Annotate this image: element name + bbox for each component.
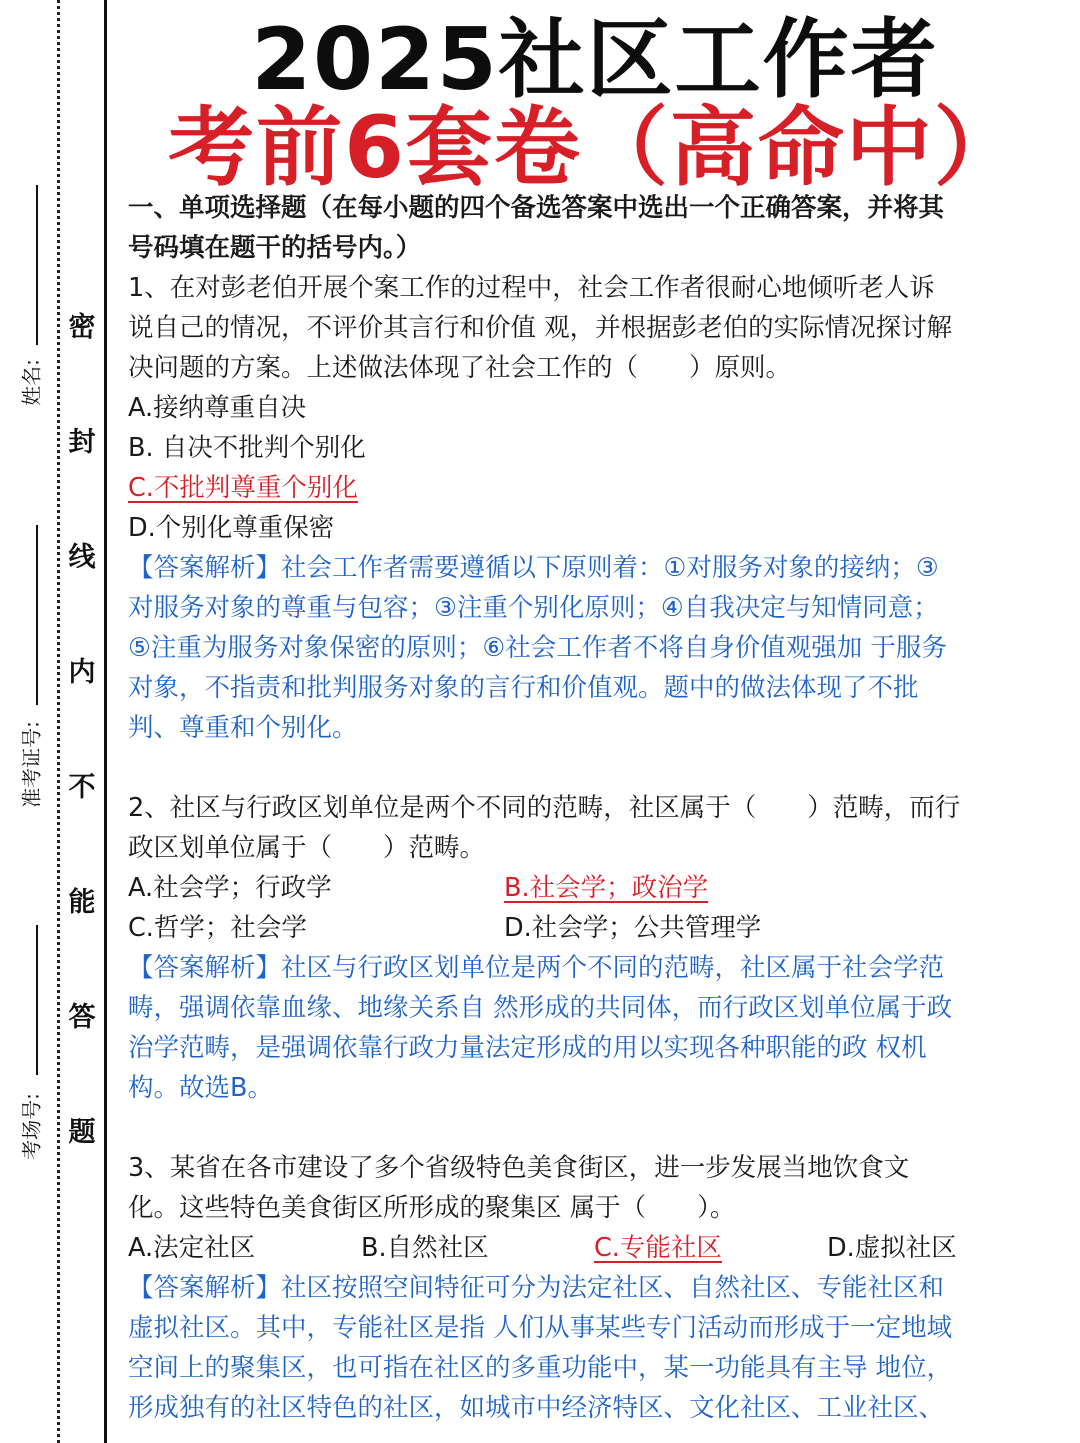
option-b: B. 自决不批判个别化 — [128, 433, 366, 463]
options-row — [128, 868, 1064, 908]
seal-char: 题 — [68, 1117, 96, 1148]
spacer — [128, 1108, 1064, 1148]
seal-char: 答 — [68, 1002, 96, 1033]
option-a: A.法定社区 — [128, 1233, 256, 1263]
seal-char: 不 — [68, 772, 96, 803]
answer-analysis: 【答案解析】社区按照空间特征可分为法定社区、自然社区、专能社区和 — [128, 1273, 945, 1303]
option-c-correct — [128, 468, 1064, 508]
question-stem: 政区划单位属于（ ）范畴。 — [128, 833, 486, 863]
question-content — [128, 188, 1064, 1428]
answer-analysis: 空间上的聚集区，也可指在社区的多重功能中，某一功能具有主导 地位， — [128, 1353, 953, 1383]
seal-border-line — [104, 0, 107, 1443]
question-stem: 1、在对彭老伯开展个案工作的过程中，社会工作者很耐心地倾听老人诉 — [128, 273, 935, 303]
seal-char: 能 — [68, 887, 96, 918]
correct-answer: C.不批判尊重个别化 — [128, 473, 358, 503]
answer-analysis: 对服务对象的尊重与包容；③注重个别化原则；④自我决定与知情同意； — [128, 593, 939, 623]
option-a: A.社会学；行政学 — [128, 873, 332, 903]
option-d: D.虚拟社区 — [827, 1233, 957, 1263]
room-field-line[interactable] — [36, 925, 38, 1075]
section-heading: 号码填在题干的括号内。） — [128, 233, 422, 263]
answer-analysis: 治学范畴，是强调依靠行政力量法定形成的用以实现各种职能的政 权机 — [128, 1033, 927, 1063]
answer-analysis: 虚拟社区。其中，专能社区是指 人们从事某些专门活动而形成于一定地域 — [128, 1313, 953, 1343]
dotted-cut-line — [57, 0, 60, 1443]
option-a: A.接纳尊重自决 — [128, 393, 307, 423]
room-field-label: 考场号: — [19, 1093, 44, 1160]
seal-char: 密 — [68, 312, 96, 343]
page-subtitle: 考前6套卷（高命中） — [168, 98, 1022, 198]
question-stem: 3、某省在各市建设了多个省级特色美食街区，进一步发展当地饮食文 — [128, 1153, 910, 1183]
answer-analysis: 畴，强调依靠血缘、地缘关系自 然形成的共同体，而行政区划单位属于政 — [128, 993, 953, 1023]
option-d: D.社会学；公共管理学 — [504, 913, 762, 943]
id-field-label: 准考证号: — [19, 721, 44, 808]
answer-analysis: ⑤注重为服务对象保密的原则；⑥社会工作者不将自身价值观强加 于服务 — [128, 633, 947, 663]
answer-analysis: 【答案解析】社区与行政区划单位是两个不同的范畴，社区属于社会学范 — [128, 953, 945, 983]
name-field-line[interactable] — [36, 185, 38, 345]
correct-answer: B.社会学；政治学 — [504, 873, 709, 903]
answer-analysis: 【答案解析】社会工作者需要遵循以下原则着：①对服务对象的接纳；③ — [128, 553, 939, 583]
option-d: D.个别化尊重保密 — [128, 513, 335, 543]
section-heading: 一、单项选择题（在每小题的四个备选答案中选出一个正确答案，并将其 — [128, 193, 945, 223]
page-title: 2025社区工作者 — [251, 10, 939, 110]
options-row — [128, 1228, 1064, 1268]
spacer — [128, 748, 1064, 788]
question-stem: 化。这些特色美食街区所形成的聚集区 属于（ ）。 — [128, 1193, 736, 1223]
correct-answer: C.专能社区 — [594, 1233, 722, 1263]
seal-char: 线 — [68, 542, 96, 573]
answer-analysis: 形成独有的社区特色的社区，如城市中经济特区、文化社区、工业社区、 — [128, 1393, 945, 1423]
option-c-wrap — [594, 1228, 827, 1268]
question-stem: 2、社区与行政区划单位是两个不同的范畴，社区属于（ ）范畴，而行 — [128, 793, 961, 823]
options-row — [128, 908, 1064, 948]
option-c: C.哲学；社会学 — [128, 913, 307, 943]
question-stem: 决问题的方案。上述做法体现了社会工作的（ ）原则。 — [128, 353, 792, 383]
question-stem: 说自己的情况，不评价其言行和价值 观，并根据彭老伯的实际情况探讨解 — [128, 313, 953, 343]
seal-char: 内 — [68, 657, 96, 688]
name-field-label: 姓名: — [19, 359, 44, 406]
seal-char: 封 — [68, 427, 96, 458]
answer-analysis: 构。故选B。 — [128, 1073, 273, 1103]
id-field-line[interactable] — [36, 525, 38, 705]
answer-analysis: 对象，不指责和批判服务对象的言行和价值观。题中的做法体现了不批 — [128, 673, 919, 703]
answer-analysis: 判、尊重和个别化。 — [128, 713, 358, 743]
option-b: B.自然社区 — [361, 1233, 489, 1263]
